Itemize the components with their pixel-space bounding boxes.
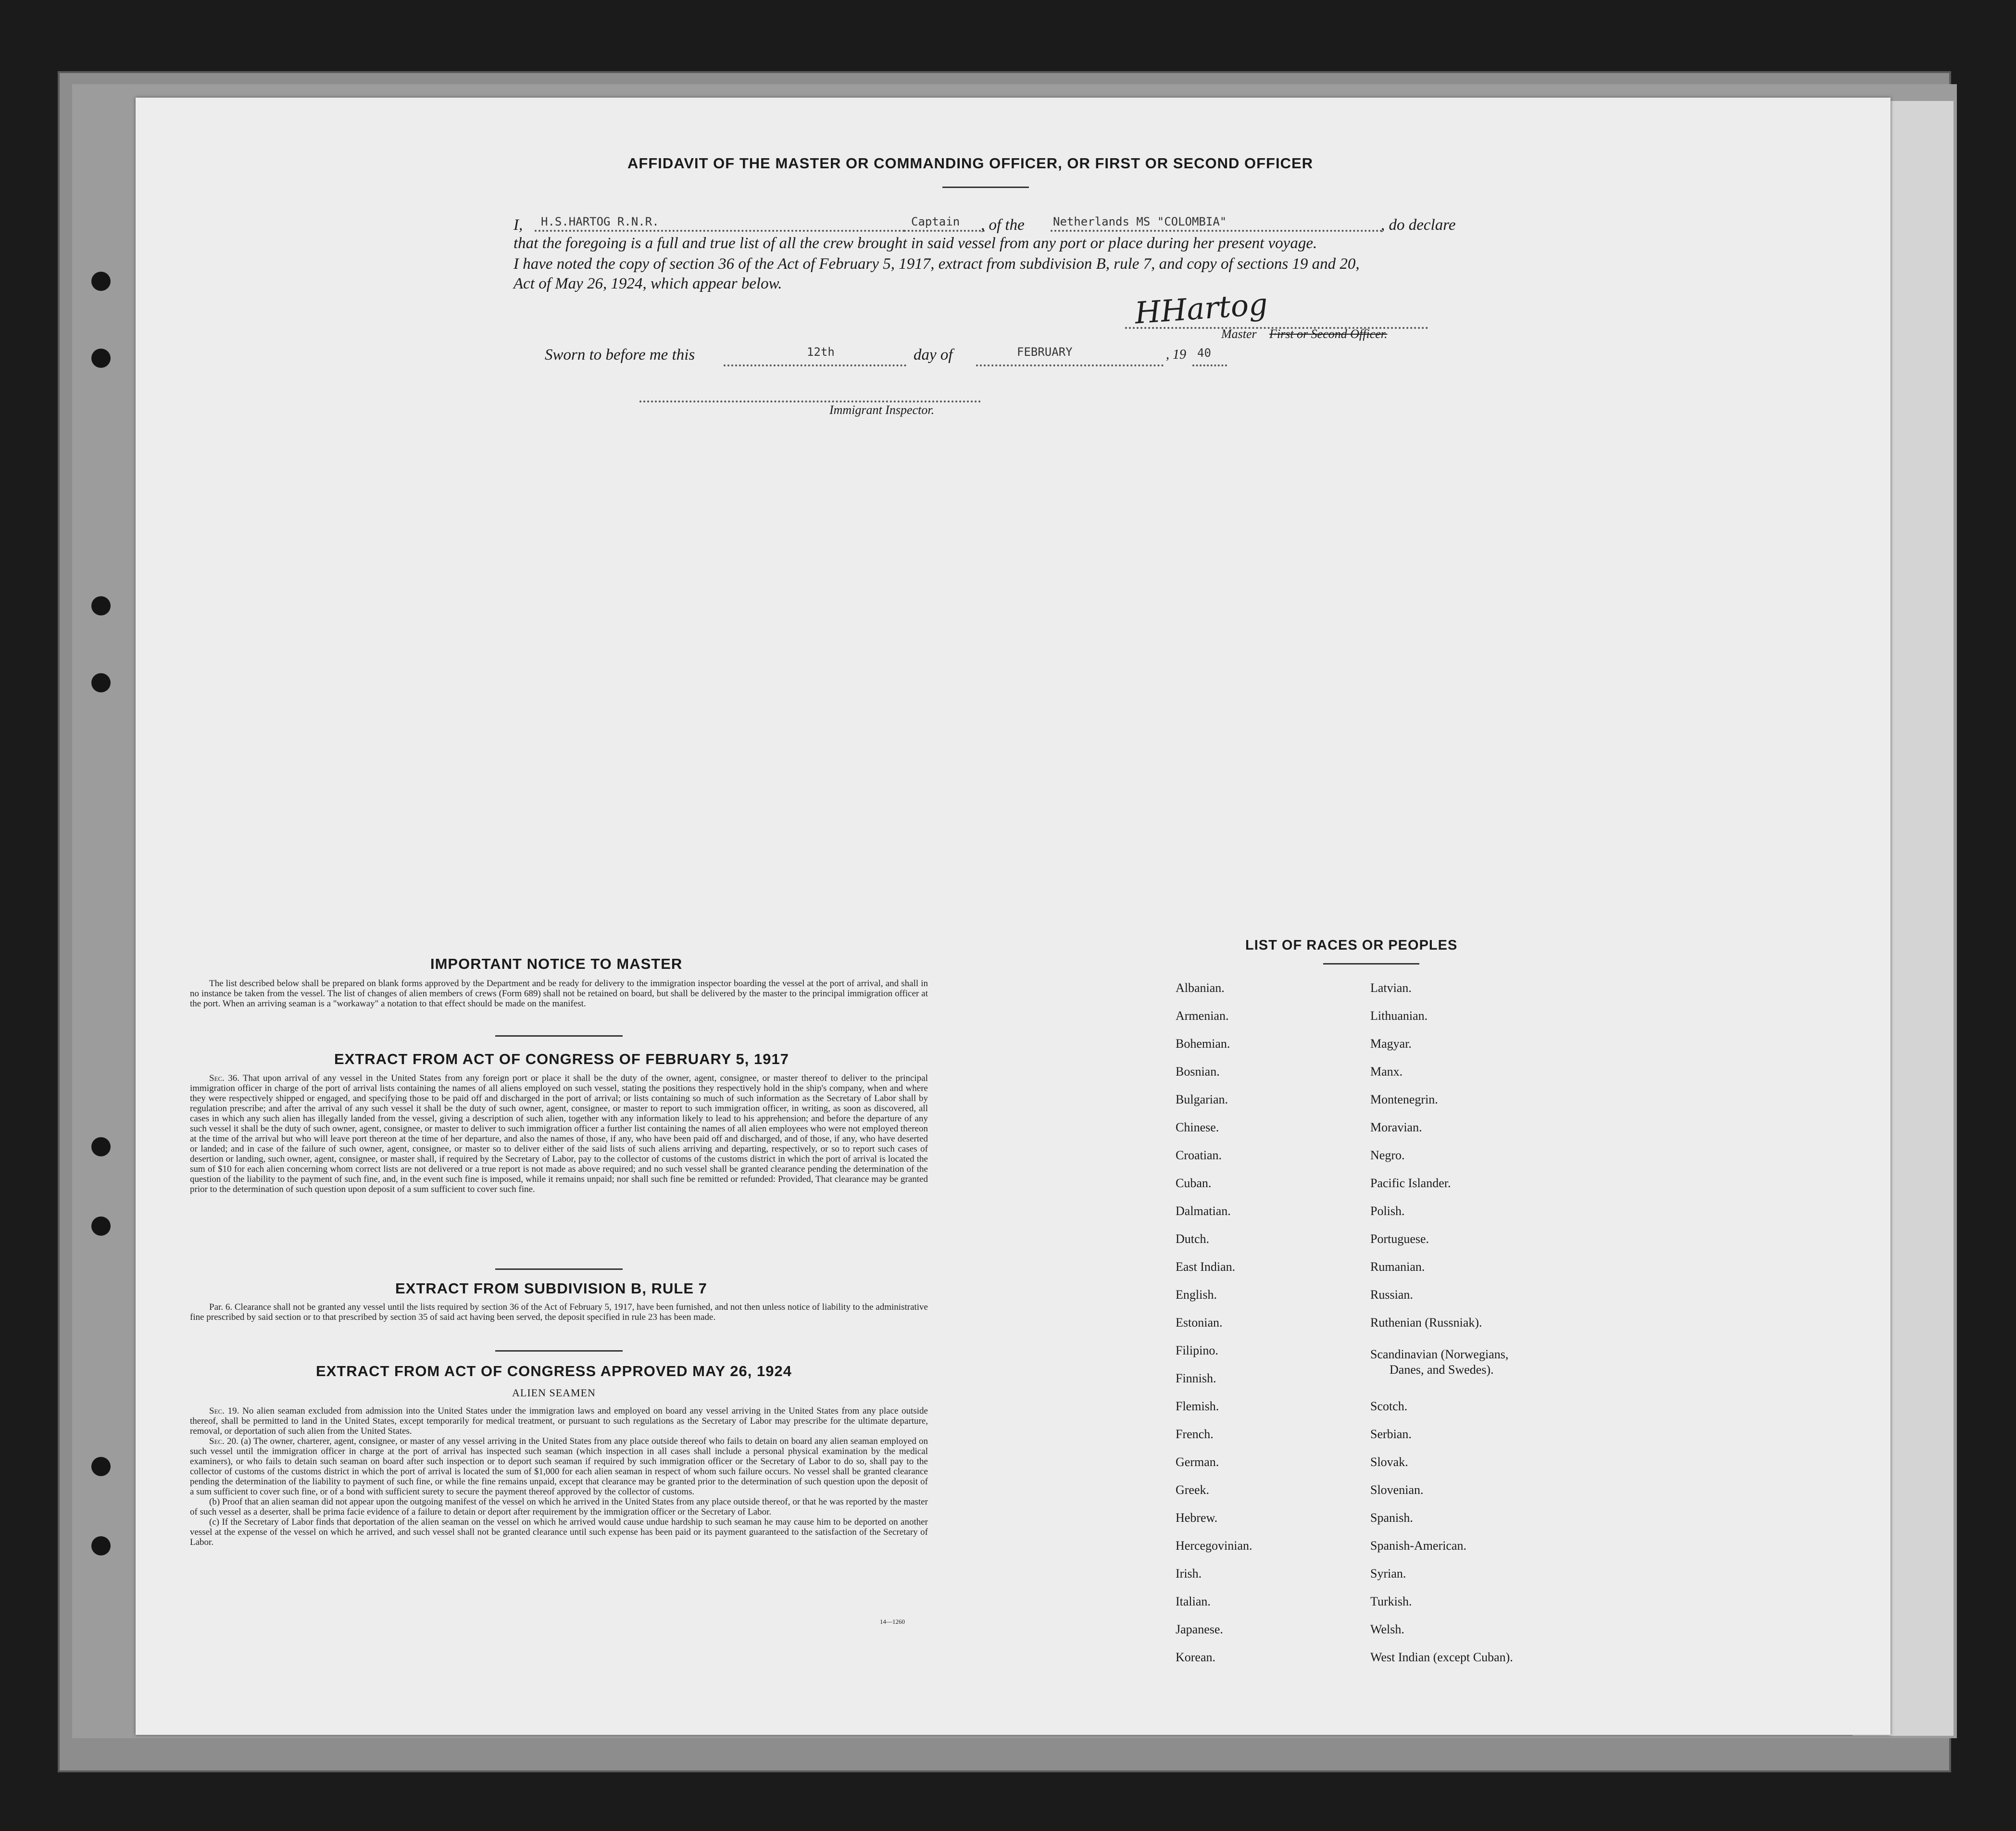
extract-rule7-body (190, 1302, 928, 1322)
race-item: Japanese. (1176, 1622, 1223, 1636)
race-item: Pacific Islander. (1370, 1176, 1451, 1190)
binder-hole-icon (91, 349, 111, 368)
race-item: Slovak. (1370, 1455, 1408, 1469)
title-divider (942, 187, 1029, 188)
sec-20a-text: (a) The owner, charterer, agent, consignee, or master of any vessel arriving in the United States from any place outside thereof who fails to detain on board any alien seaman employed on such vessel until the immigration officer in charge at the port of arrival has inspected such seaman (which inspection in all cases shall include a personal physical examination by the medical examiners), or who fails to detain such seaman on board after such inspection or to deport such seaman if required by such immigration officer or the Secretary of Labor to do so, shall pay to the collector of customs of the customs district in which the port of arrival is located the sum of $1,000 for each alien seaman in respect of whom such failure occurs. No vessel shall be granted clearance pending the determination of the liability to payment of such fine, or while the fine remains unpaid, except that clearance may be granted prior to the determination of such question upon the deposit of a sum sufficient to cover such fine, or of a bond with sufficient surety to secure the payment thereof approved by the collector of customs. (190, 1436, 928, 1497)
position-blank (904, 230, 985, 232)
master-position: Captain (911, 215, 960, 228)
inspector-label: Immigrant Inspector. (829, 403, 935, 417)
binder-hole-icon (91, 1536, 111, 1555)
race-item: Spanish. (1370, 1511, 1413, 1525)
sec-20c-text: (c) If the Secretary of Labor finds that deportation of the alien seaman on the vessel on which he arrived would cause undue hardship to such seaman he may cause him to be deported on another vessel at the expense of the vessel on which he arrived, and such vessel shall not be granted clearance until such expense has been paid or its payment guaranteed to the satisfaction of the Secretary of Labor. (190, 1517, 928, 1547)
sec-36-text: That upon arrival of any vessel in the United States from any foreign port or place it shall be the duty of the owner, agent, consignee, or master thereof to deliver to the principal immigration officer in charge of the port of arrival lists containing the names of all aliens employed on such vessel, stating the positions they respectively hold in the ship's company, when and where they were respectively shipped or engaged, and specifying those to be paid off and discharged in the port of arrival; or lists containing so much of such information as the Secretary of Labor shall by regulation prescribe; and after the arrival of any such vessel it shall be the duty of such owner, agent, consignee, or master to report to such immigration officer, in writing, as soon as discovered, all cases in which any such alien has illegally landed from the vessel, giving a description of such alien, together with any information likely to lead to his apprehension; and before the departure of any such vessel it shall be the duty of such owner, agent, consignee, or master to deliver to such immigration officer a further list containing the names of all alien employees who were not employed thereon at the time of the arrival but who will leave port thereon at the time of her departure, and also the names of those, if any, who have been paid off and discharged, and of those, if any, who have deserted or landed; and in case of the failure of such owner, agent, consignee, or master so to deliver either of the said lists of such aliens arriving and departing, respectively, or so to report such cases of desertion or landing, such owner, agent, consignee, or master shall, if required by the Secretary of Labor, pay to the collector of customs of the customs district in which the port of arrival is located the sum of $10 for each alien concerning whom correct lists are not delivered or a true report is not made as above required; and no such vessel shall be granted clearance pending the determination of the question of the liability to the payment of such fine, and, in the event such fine is imposed, while it remains unpaid; nor shall such fine be remitted or refunded: Provided, That clearance may be granted prior to the determination of such question upon deposit of a sum sufficient to cover such fine. (190, 1073, 928, 1194)
race-item: Chinese. (1176, 1120, 1219, 1134)
race-item: German. (1176, 1455, 1219, 1469)
sworn-day: 12th (807, 345, 835, 359)
extract-1917-title: EXTRACT FROM ACT OF CONGRESS OF FEBRUARY 5, 1917 (334, 1051, 789, 1067)
race-item: Flemish. (1176, 1399, 1219, 1413)
race-item: Spanish-American. (1370, 1539, 1467, 1553)
master-label: Master (1221, 327, 1257, 341)
race-item: East Indian. (1176, 1260, 1236, 1274)
affidavit-title: AFFIDAVIT OF THE MASTER OR COMMANDING OFFICER, OR FIRST OR SECOND OFFICER (627, 155, 1314, 172)
race-item: Portuguese. (1370, 1232, 1429, 1246)
race-item: Korean. (1176, 1650, 1216, 1664)
of-the-label: , of the (981, 216, 1025, 234)
notice-title: IMPORTANT NOTICE TO MASTER (430, 955, 683, 972)
race-item: Dalmatian. (1176, 1204, 1231, 1218)
race-item: Bosnian. (1176, 1065, 1220, 1079)
race-item: Bulgarian. (1176, 1092, 1228, 1106)
race-item: Greek. (1176, 1483, 1210, 1497)
section-divider (495, 1350, 623, 1352)
binder-hole-icon (91, 1137, 111, 1156)
vessel-blank (1051, 230, 1382, 232)
races-divider (1323, 963, 1419, 965)
notice-body (190, 978, 928, 1009)
races-title: LIST OF RACES OR PEOPLES (1245, 938, 1458, 953)
sworn-month: FEBRUARY (1017, 345, 1073, 359)
day-blank (724, 364, 906, 366)
race-item: Syrian. (1370, 1567, 1406, 1580)
affidavit-line-4: Act of May 26, 1924, which appear below. (513, 275, 782, 292)
race-item: Latvian. (1370, 981, 1412, 995)
master-signature: HHartog (1133, 286, 1269, 331)
rule7-paragraph: Par. 6. Clearance shall not be granted any vessel until the lists required by section 36 of the Act of February 5, 1917, have been furnished, and not then unless notice of liability to the administrative fine prescribed by said section or to that prescribed by section 35 of said act having been served, the deposit specified in rule 23 has been made. (190, 1302, 928, 1322)
race-item: Slovenian. (1370, 1483, 1424, 1497)
race-item: Dutch. (1176, 1232, 1210, 1246)
inspector-signature-blank (639, 401, 981, 402)
affidavit-line-2: that the foregoing is a full and true list of all the crew brought in said vessel from any port or place during her present voyage. (513, 235, 1317, 252)
race-item: Polish. (1370, 1204, 1405, 1218)
extract-1917-body (190, 1073, 928, 1194)
race-item: Manx. (1370, 1065, 1403, 1079)
binder-hole-icon (91, 596, 111, 615)
sworn-year: 40 (1197, 346, 1211, 360)
sec-20-label: Sec. 20. (209, 1436, 238, 1446)
race-item: Russian. (1370, 1288, 1413, 1302)
race-item: French. (1176, 1427, 1214, 1441)
race-item: Estonian. (1176, 1316, 1223, 1329)
race-item: Finnish. (1176, 1371, 1216, 1385)
race-item: Italian. (1176, 1594, 1211, 1608)
section-divider (495, 1268, 623, 1270)
do-declare-label: , do declare (1381, 216, 1456, 234)
race-item: Albanian. (1176, 981, 1225, 995)
race-item: Filipino. (1176, 1343, 1218, 1357)
race-item: Scandinavian (Norwegians, (1370, 1347, 1509, 1361)
sworn-label: Sworn to before me this (545, 346, 695, 364)
race-item: Rumanian. (1370, 1260, 1425, 1274)
month-blank (976, 364, 1164, 366)
alien-seamen-subtitle: ALIEN SEAMEN (512, 1387, 596, 1399)
extract-rule7-title: EXTRACT FROM SUBDIVISION B, RULE 7 (395, 1280, 707, 1297)
binder-hole-icon (91, 1216, 111, 1236)
race-item: Ruthenian (Russniak). (1370, 1316, 1482, 1329)
sec-20b-text: (b) Proof that an alien seaman did not appear upon the outgoing manifest of the vessel on which he arrived in the United States from any place outside thereof, or that he was reported by the master of such vessel as a deserter, shall be prima facie evidence of a failure to detain or deport after requirement by the immigration officer or the Secretary of Labor. (190, 1497, 928, 1517)
race-item: Hebrew. (1176, 1511, 1218, 1525)
year-prefix: , 19 (1166, 347, 1186, 362)
master-name: H.S.HARTOG R.N.R. (541, 215, 659, 228)
race-item: Serbian. (1370, 1427, 1412, 1441)
sec-19-text: No alien seaman excluded from admission into the United States under the immigration laws and employed on board any vessel arriving in the United States from any place outside thereof, shall be permitted to land in the United States, except temporarily for medical treatment, or pursuant to such regulations as the Secretary of Labor may prescribe for the ultimate departure, removal, or deportation of such alien from the United States. (190, 1406, 928, 1436)
race-item: West Indian (except Cuban). (1370, 1650, 1513, 1664)
extract-1924-body (190, 1406, 928, 1547)
vessel-name: Netherlands MS "COLOMBIA" (1053, 215, 1227, 228)
officer-label-struck: First or Second Officer. (1269, 327, 1388, 341)
race-item: Irish. (1176, 1567, 1202, 1580)
affidavit-line-3: I have noted the copy of section 36 of the Act of February 5, 1917, extract from subdivision B, rule 7, and copy of sections 19 and 20, (513, 255, 1360, 273)
race-item: Negro. (1370, 1148, 1405, 1162)
race-item: Danes, and Swedes). (1390, 1363, 1494, 1377)
race-item: Magyar. (1370, 1037, 1412, 1051)
binder-hole-icon (91, 1457, 111, 1476)
form-number: 14—1260 (880, 1618, 905, 1625)
affidavit-i-label: I, (513, 216, 523, 234)
race-item: Welsh. (1370, 1622, 1404, 1636)
race-item: Turkish. (1370, 1594, 1412, 1608)
binder-hole-icon (91, 272, 111, 291)
race-item: Armenian. (1176, 1009, 1229, 1023)
binder-hole-icon (91, 673, 111, 692)
name-blank (535, 230, 905, 232)
year-blank (1192, 364, 1227, 366)
notice-paragraph: The list described below shall be prepared on blank forms approved by the Department and be ready for delivery to the immigration inspector boarding the vessel at the port of arrival, and shall in no instance be taken from the vessel. The list of changes of alien members of crews (Form 689) shall not be retained on board, but shall be delivered by the master to the principal immigration officer at the port. When an arriving seaman is a "workaway" a notation to that effect should be made on the manifest. (190, 978, 928, 1009)
race-item: Bohemian. (1176, 1037, 1230, 1051)
race-item: Moravian. (1370, 1120, 1422, 1134)
day-of-label: day of (914, 346, 953, 364)
race-item: Scotch. (1370, 1399, 1408, 1413)
race-item: English. (1176, 1288, 1217, 1302)
sec-19-label: Sec. 19. (209, 1406, 239, 1416)
section-divider (495, 1035, 623, 1037)
race-item: Lithuanian. (1370, 1009, 1428, 1023)
race-item: Croatian. (1176, 1148, 1222, 1162)
sec-36-label: Sec. 36. (209, 1073, 239, 1083)
race-item: Montenegrin. (1370, 1092, 1438, 1106)
race-item: Cuban. (1176, 1176, 1212, 1190)
extract-1924-title: EXTRACT FROM ACT OF CONGRESS APPROVED MAY 26, 1924 (316, 1363, 792, 1380)
race-item: Hercegovinian. (1176, 1539, 1252, 1553)
